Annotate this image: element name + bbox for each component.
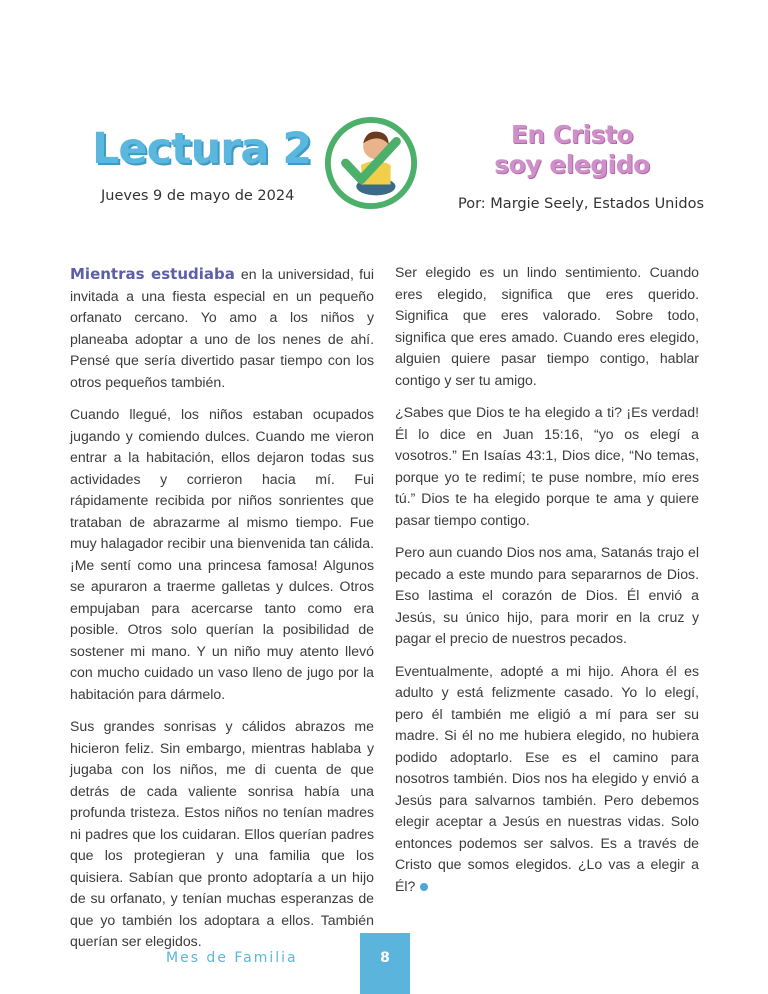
article-column-left [70, 264, 374, 964]
paragraph [395, 661, 699, 898]
paragraph-text: en la universidad, fui invitada a una fiesta especial en un pequeño orfanato cercano. Yo amo a los niños y planeaba adoptar a uno de los nenes de ahí. Pensé que sería divertido pasar tiempo con los otros pequeños también. [70, 266, 374, 390]
reading-subtitle [486, 120, 658, 180]
author-credit: Por: Margie Seely, Estados Unidos [458, 196, 705, 212]
reading-title: Lectura 2 [92, 124, 312, 174]
paragraph-text: Eventualmente, adopté a mi hijo. Ahora él es adulto y está felizmente casado. Yo lo elegí, pero él también me eligió a mí para ser su madre. Si él no me hubiera elegido, no hubiera podido adoptarlo. Ese es el camino para nosotros también. Dios nos ha elegido y envió a Jesús para salvarnos también. Pero debemos elegir aceptar a Jesús en nuestras vidas. Solo entonces podemos ser salvos. Es a través de Cristo que somos elegidos. ¿Lo vas a elegir a Él? [395, 662, 699, 894]
paragraph: Ser elegido es un lindo sentimiento. Cuando eres elegido, significa que eres querido. Significa que eres valorado. Sobre todo, significa que eres amado. Cuando eres elegido, alguien quiere pasar tiempo contigo, hablar contigo y ser tu amigo. [395, 264, 699, 388]
page-number: 8 [360, 933, 410, 994]
paragraph: ¿Sabes que Dios te ha elegido a ti? ¡Es verdad! Él lo dice en Juan 15:16, “yo os elegí a vosotros.” En Isaías 43:1, Dios dice, “No temas, porque yo te redimí; te puse nombre, mío eres tú.” Dios te ha elegido porque te ama y quiere pasar tiempo contigo. [395, 404, 699, 528]
paragraph: Pero aun cuando Dios nos ama, Satanás trajo el pecado a este mundo para separarnos de Dios. Eso lastima el corazón de Dios. Él envió a Jesús, su único hijo, para morir en la cruz y pagar el precio de nuestros pecados. [395, 544, 699, 646]
end-mark-icon [420, 883, 428, 891]
reading-date: Jueves 9 de mayo de 2024 [101, 188, 295, 204]
article-column-right [395, 262, 699, 908]
subtitle-line-2: soy elegido [494, 150, 650, 179]
footer-section-name: Mes de Familia [166, 950, 298, 966]
paragraph: Sus grandes sonrisas y cálidos abrazos me hicieron feliz. Sin embargo, mientras hablaba y jugaba con los niños, me di cuenta de que detrás de cada valiente sonrisa había una profunda tristeza. Estos niños no tenían madres ni padres que los cuidaran. Ellos querían padres que los protegieran y una familia que los quisiera. Sabían que pronto adoptaría a un hijo de su orfanato, y tenían muchas esperanzas de que yo también los adoptara a ellos. También querían ser elegidos. [70, 718, 374, 949]
boy-praying-with-checkmark-icon [322, 114, 420, 212]
subtitle-line-1: En Cristo [510, 120, 634, 149]
paragraph [70, 264, 374, 393]
paragraph: Cuando llegué, los niños estaban ocupados jugando y comiendo dulces. Cuando me vieron entrar a la habitación, ellos dejaron todas sus actividades y corrieron hacia mí. Fui rápidamente recibida por niños sonrientes que trataban de abrazarme al mismo tiempo. Fue muy halagador recibir una bienvenida tan cálida. ¡Me sentí como una princesa famosa! Algunos se apuraron a traerme galletas y dulces. Otros empujaban para acercarse tanto como era posible. Otros solo querían la posibilidad de sostener mi mano. Y un niño muy atento llevó con mucho cuidado un vaso lleno de jugo por la habitación para dármelo. [70, 406, 374, 702]
lead-in-text: Mientras estudiaba [70, 265, 235, 283]
